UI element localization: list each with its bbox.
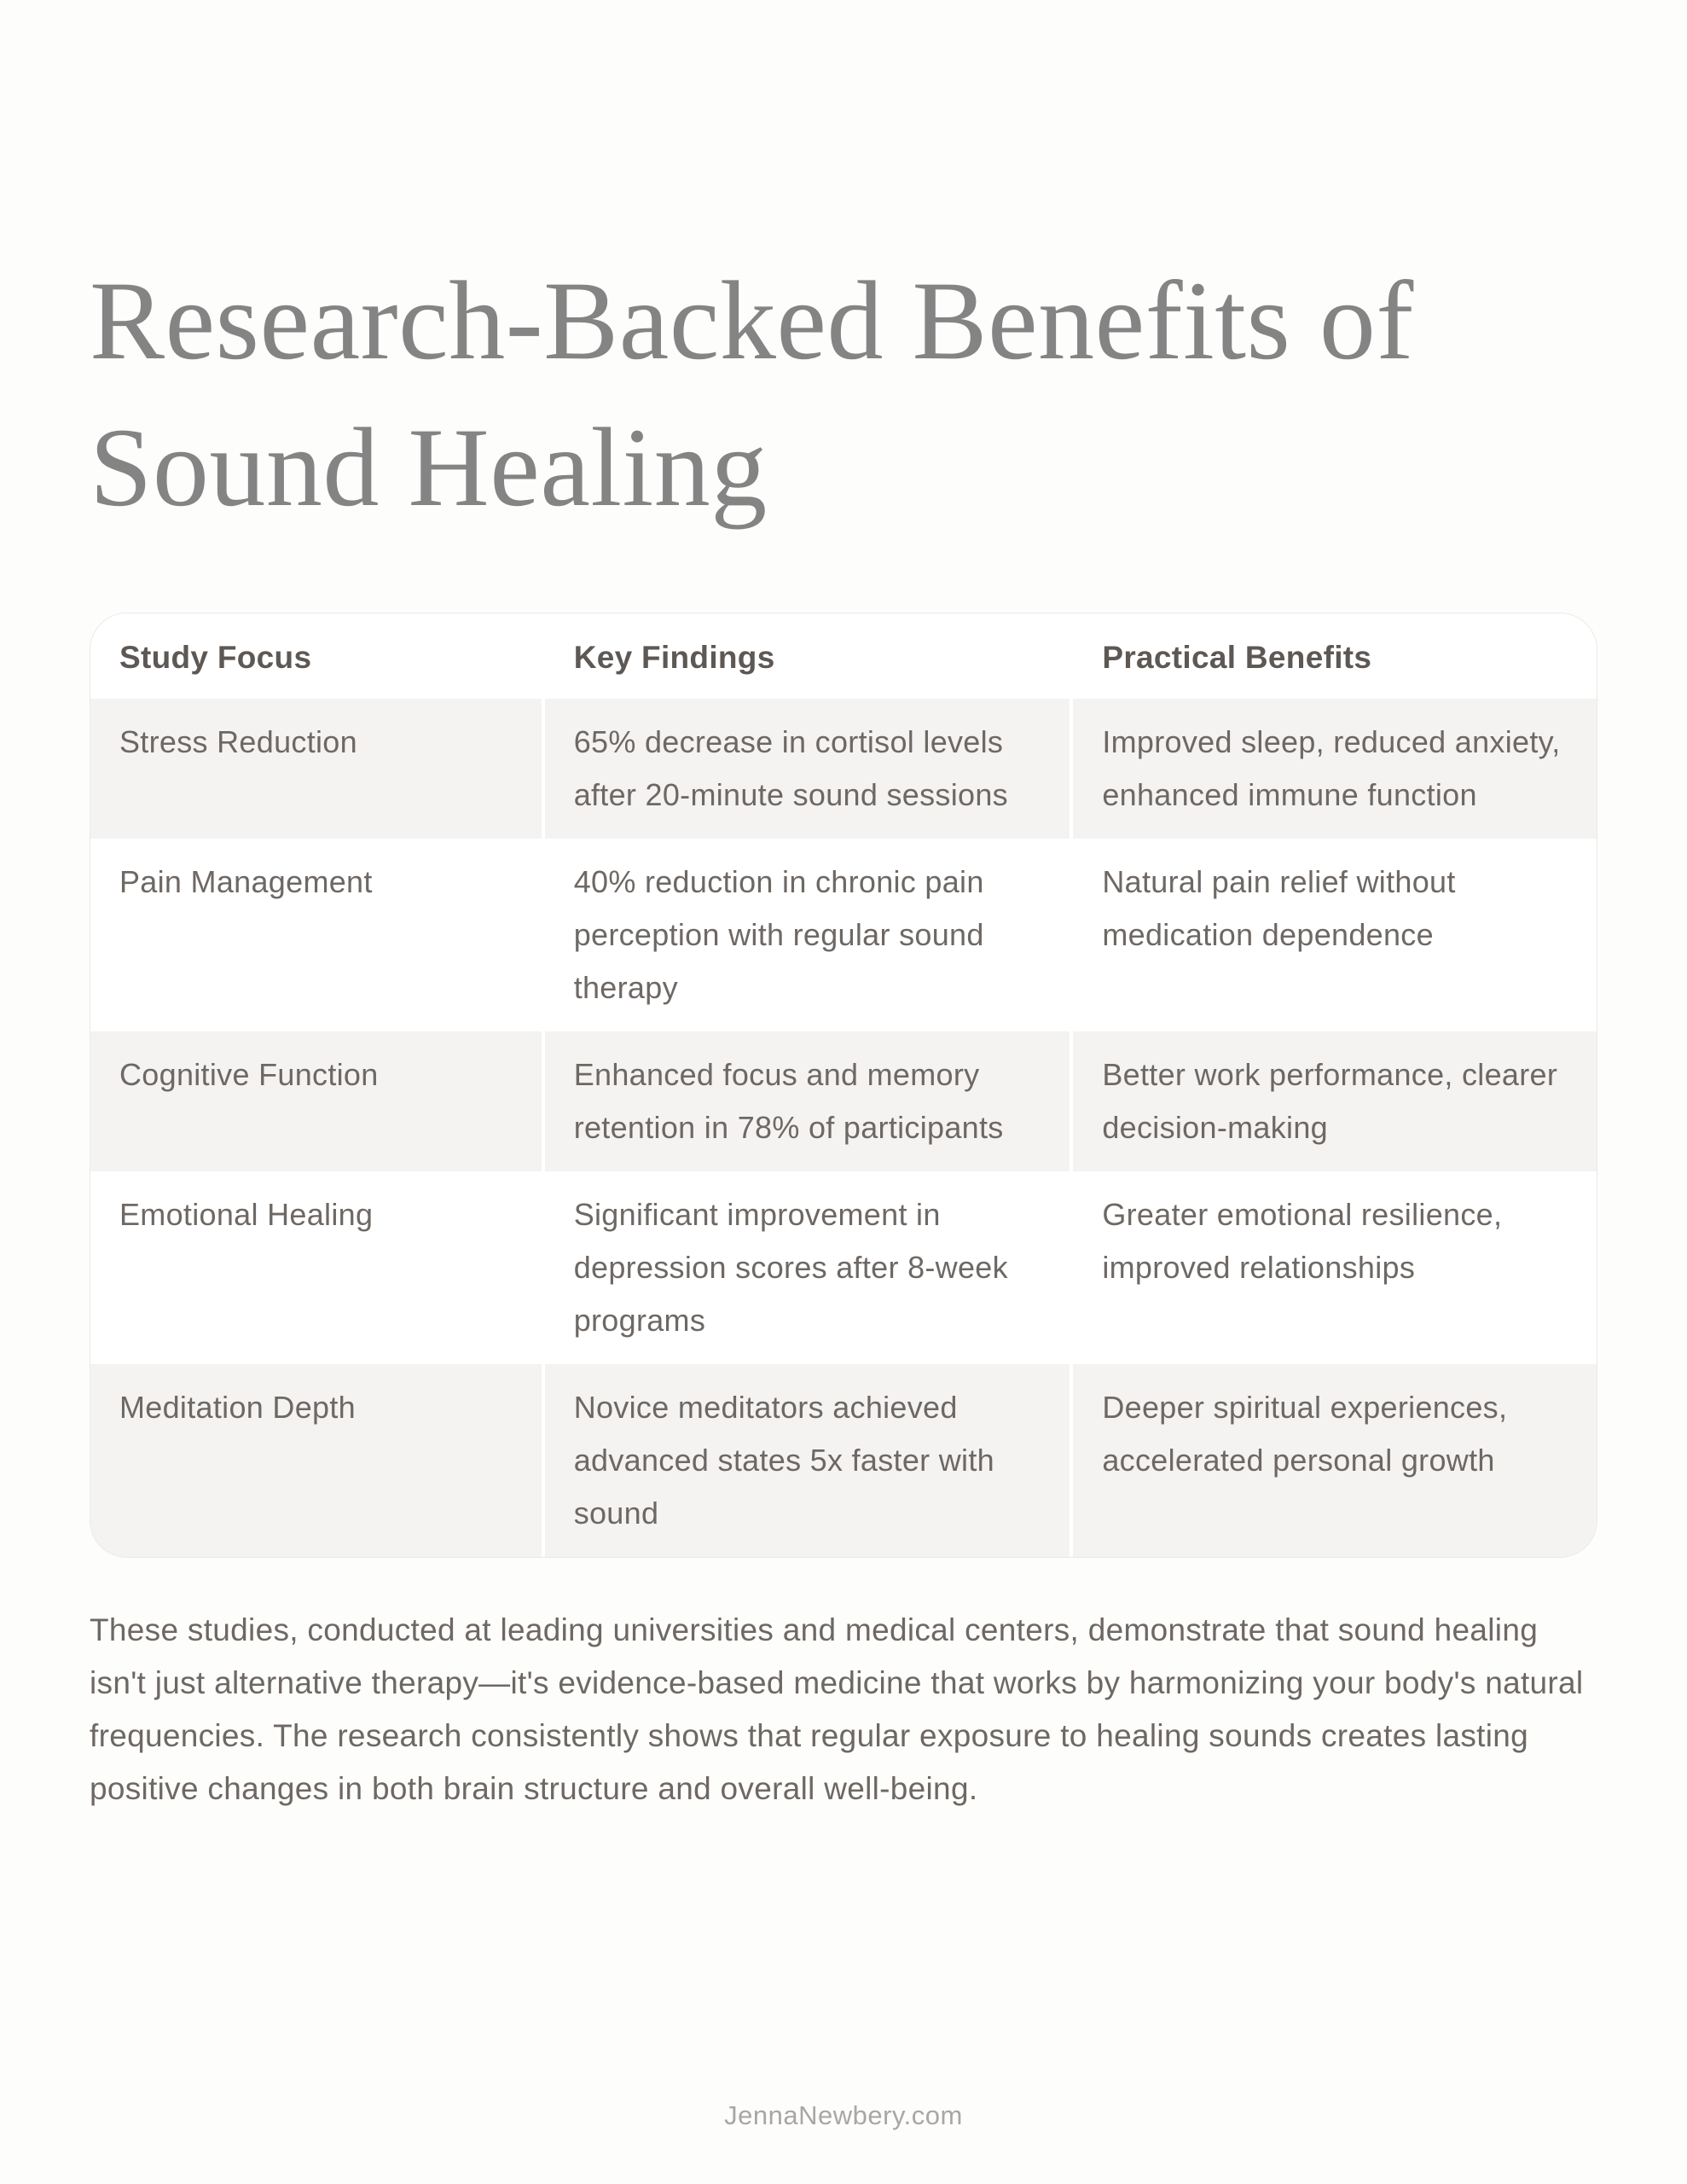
cell-key-findings: 40% reduction in chronic pain perception with regular sound therapy [545, 839, 1070, 1031]
table-body [90, 699, 1597, 1557]
cell-study-focus: Cognitive Function [90, 1031, 542, 1171]
cell-study-focus: Emotional Healing [90, 1171, 542, 1364]
cell-key-findings: Enhanced focus and memory retention in 78% of participants [545, 1031, 1070, 1171]
table-row [90, 1171, 1597, 1364]
cell-practical-benefits: Better work performance, clearer decision-making [1073, 1031, 1597, 1171]
page-title-line2: Sound Healing [90, 404, 768, 530]
page-title [90, 247, 1597, 541]
column-header-study-focus: Study Focus [90, 613, 542, 699]
table-header-row [90, 613, 1597, 699]
footer-site-url: JennaNewbery.com [724, 2100, 963, 2130]
column-header-key-findings: Key Findings [545, 613, 1070, 699]
table-row [90, 1364, 1597, 1557]
column-header-practical-benefits: Practical Benefits [1073, 613, 1597, 699]
cell-study-focus: Stress Reduction [90, 699, 542, 839]
cell-practical-benefits: Greater emotional resilience, improved relationships [1073, 1171, 1597, 1364]
cell-practical-benefits: Deeper spiritual experiences, accelerated personal growth [1073, 1364, 1597, 1557]
cell-key-findings: Novice meditators achieved advanced states 5x faster with sound [545, 1364, 1070, 1557]
cell-study-focus: Pain Management [90, 839, 542, 1031]
cell-key-findings: 65% decrease in cortisol levels after 20-minute sound sessions [545, 699, 1070, 839]
cell-key-findings: Significant improvement in depression scores after 8-week programs [545, 1171, 1070, 1364]
cell-study-focus: Meditation Depth [90, 1364, 542, 1557]
cell-practical-benefits: Improved sleep, reduced anxiety, enhanced immune function [1073, 699, 1597, 839]
table-row [90, 699, 1597, 839]
page-title-line1: Research-Backed Benefits of [90, 258, 1414, 383]
table-row [90, 1031, 1597, 1171]
table-row [90, 839, 1597, 1031]
cell-practical-benefits: Natural pain relief without medication dependence [1073, 839, 1597, 1031]
research-benefits-table [90, 613, 1597, 1558]
summary-paragraph: These studies, conducted at leading universities and medical centers, demonstrate that sound healing isn't just alternative therapy—it's evidence-based medicine that works by harmonizing your body's natural frequencies. The research consistently shows that regular exposure to healing sounds creates lasting positive changes in both brain structure and overall well-being. [90, 1612, 1584, 1806]
